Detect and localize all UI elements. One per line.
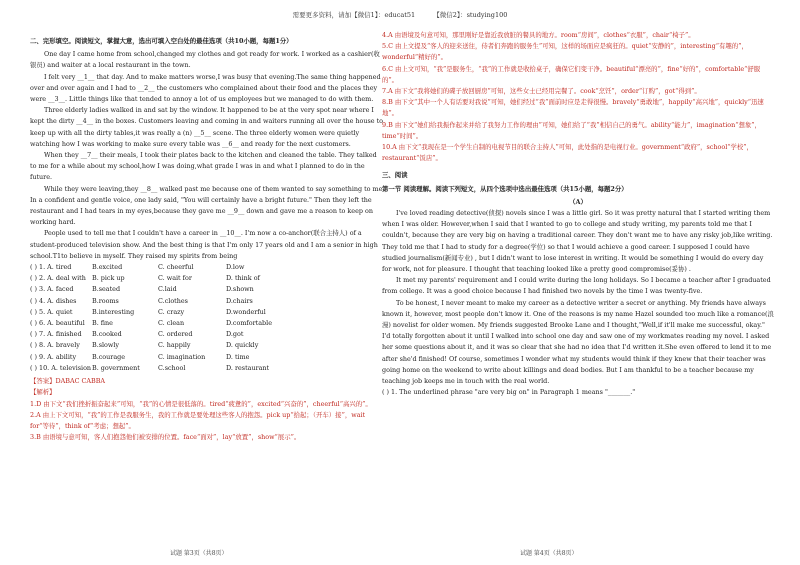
option-d: D.chairs <box>226 296 253 305</box>
option-a: ( ) 7. A. finished <box>30 330 82 339</box>
reading-paragraph: It met my parents' requirement and I could write during the long holidays. So I became a teacher after I graduated from college. It was a good choice because I had finished two novels by the time I was twenty-five. <box>382 276 771 296</box>
option-c: C.school <box>158 363 186 372</box>
option-b: B.excited <box>92 263 123 272</box>
analysis-item: 9.B 由下文“她们给我振作起来并给了我努力工作的理由”可知，她们给了“我”相信自己的勇气。ability“能力”，imagination“想象”，time“时间”。 <box>382 120 761 140</box>
option-d: D. think of <box>226 274 260 283</box>
option-a: ( ) 8. A. bravely <box>30 341 80 350</box>
option-c: C. wait for <box>158 274 192 283</box>
reading-section-title: 三、阅读 <box>382 171 408 180</box>
option-c: C. crazy <box>158 307 185 316</box>
cloze-paragraph: One day I came home from school,changed my clothes and got ready for work. I worked as a cashier(收银员) and waiter at a local restaurant in the town. <box>30 50 380 70</box>
option-row <box>30 262 385 273</box>
option-row <box>30 340 385 351</box>
option-d: D.wonderful <box>226 307 266 316</box>
option-a: ( ) 6. A. beautiful <box>30 319 85 328</box>
option-c: C.clothes <box>158 296 188 305</box>
option-d: D.got <box>226 330 244 339</box>
cloze-paragraph: Three elderly ladies walked in and sat by the window. It happened to be at the very spot near where I kept the dirty __4__ in the boxes. Customers leaving and coming in and waiters running all over the house to keep up with all the dirty tables,it was really a (n) __5__ scene. The three elderly women were quietly watching how I was working to make sure every table was __6__ and ready for the next customers. <box>30 106 384 148</box>
cloze-paragraph: People used to tell me that I couldn't have a career in __10__. I'm now a co-anchor(联合主持人) of a student-produced television show. And the best thing is that I'm only 17 years old and I am a senior in high school.T1to believe in myself. They raised my spirits from being <box>30 229 378 260</box>
option-b: B.seated <box>92 285 121 294</box>
option-row <box>30 329 385 340</box>
header-text-1: 需要更多资料，请加【微信1】：educat51 <box>292 11 416 19</box>
analysis-title: 【解析】 <box>30 388 56 397</box>
option-a: ( ) 9. A. ability <box>30 352 77 361</box>
option-a: ( ) 10. A. television <box>30 363 92 372</box>
passage-label: （A） <box>569 197 587 206</box>
option-row <box>30 284 385 295</box>
header-text-2: 【微信2】：studying100 <box>433 11 508 19</box>
option-row <box>30 363 385 374</box>
analysis-item: 1.D 由下文“我们挫折振奋起来”可知，“我”的心情是很低落的。tired“疲惫的”，excited“兴奋的”，cheerful“高兴的”。 <box>30 399 372 408</box>
cloze-paragraph: While they were leaving,they __8__ walked past me because one of them wanted to say something to me. In a confident and gentle voice, one lady said, "You will certainly have a bright future." Then they left the restaurant and I had tears in my eyes,because they gave me __9__ down and gave me a reason to keep on working hard. <box>30 184 385 227</box>
option-c: C. happily <box>158 341 191 350</box>
cloze-paragraph: When they __7__ their meals, I took their plates back to the kitchen and cleaned the table. They talked to me for a while about my school,how I was doing,what grade I was in and what I planned to do in the future. <box>30 151 377 182</box>
reading-part-title: 第一节 阅读理解。阅读下列短文，从四个选项中选出最佳选项（共15小题，每题2分） <box>382 184 628 193</box>
analysis-item: 4.A 由语境及句意可知，那里刚好是靠近我放脏的餐具的地方。room“房间”，clothes“衣服”，chair“椅子”。 <box>382 31 695 39</box>
option-b: B. pick up <box>92 274 125 283</box>
analysis-item: 10.A 由下文“我现在是一个学生自制的电视节目的联合主持人”可知，此处指的是电视行业。government“政府”，school“学校”，restaurant“饭店”。 <box>382 143 753 163</box>
analysis-item: 2.A 由上下文可知，“我”的工作是我服务生，我的工作就是要处理这些客人的抱怨。pick up“拾起；（开车）接”，wait for“等待”，think of“考虑；想起”。 <box>30 410 366 430</box>
option-c: C. ordered <box>158 330 193 339</box>
option-b: B. fine <box>92 319 113 328</box>
page-header <box>0 10 800 19</box>
option-d: D.shown <box>226 285 254 294</box>
option-row <box>30 352 385 363</box>
option-c: C. imagination <box>158 352 206 361</box>
option-row <box>30 318 385 329</box>
option-row <box>30 296 385 307</box>
cloze-section-title: 二、完形填空。阅读短文，掌握大意，选出可填入空白处的最佳选项（共10小题，每题1分） <box>30 37 293 45</box>
right-page <box>382 30 774 399</box>
option-row <box>30 307 385 318</box>
analysis-item: 5.C 由上文提及“客人的迎来送往，侍者们奔跑的服务生”可知，这样的场面应是疯狂的。quiet“安静的”，interesting“有趣的”，wonderful“精好的”。 <box>382 42 748 62</box>
option-a: ( ) 2. A. deal with <box>30 274 86 283</box>
option-c: C. clean <box>158 319 185 328</box>
option-b: B. government <box>92 363 140 372</box>
option-b: B.courage <box>92 352 126 361</box>
analysis-item: 7.A 由下文“我将她们的碟子放回厨房”可知，这些女士已经用完餐了。cook“烹饪”，order“订购”，got“得到”。 <box>382 87 701 96</box>
reading-paragraph: I've loved reading detective(侦探) novels since I was a little girl. So it was pretty natural that I started writing them when I was older. However,when I said that I wanted to go to college and study writing, my parents told me that I couldn't, because they are very big on having a traditional career. They don't want me to have any risky job,like writing. They told me that I had to study for a degree(学位) so that I would achieve a good career. I supposed I could have studied journalism(新闻专业) , but I didn't want to lose interest in writing. It would be something I would do every day for work, not for pleasure. I thought that teaching looked like a pretty good compromise(妥协) . <box>382 209 773 274</box>
analysis-item: 8.B 由下文“其中一个人有话要对我说”可知，她们经过“我”面前时应是走得很慢。bravely“勇敢地”，happily“高兴地”，quickly“迅速地”。 <box>382 98 764 118</box>
option-b: B.cooked <box>92 330 122 339</box>
option-d: D. restaurant <box>226 363 270 372</box>
option-d: D. quickly <box>226 341 259 350</box>
option-a: ( ) 3. A. faced <box>30 285 74 294</box>
cloze-paragraph: I felt very __1__ that day. And to make matters worse,I was busy that evening.The same thing happened over and over again and I had to __2__ the customers who complained about their food and the places they were __3__. Little things like that tended to annoy a lot of us employees but we managed to do with them. <box>30 72 381 104</box>
option-c: C. cheerful <box>158 263 194 272</box>
options-list <box>30 262 385 374</box>
analysis-item: 3.B 由语境与意可知，客人们抱怨他们被安排的位置。face“面对”，lay“放置”，show“展示”。 <box>30 433 301 442</box>
left-page-footer: 试题 第3页（共8页） <box>170 550 228 557</box>
option-a: ( ) 1. A. tired <box>30 263 72 272</box>
right-page-footer: 试题 第4页（共8页） <box>520 550 578 557</box>
option-b: B.slowly <box>92 341 120 350</box>
reading-question: ( ) 1. The underlined phrase "are very big on" in Paragraph 1 means "_______." <box>382 388 636 397</box>
left-page <box>30 30 385 443</box>
option-d: D.comfortable <box>226 319 272 328</box>
option-a: ( ) 5. A. quiet <box>30 307 73 316</box>
option-b: B.rooms <box>92 296 119 305</box>
option-a: ( ) 4. A. dishes <box>30 296 77 305</box>
answer-key: 【答案】DABAC CABBA <box>30 377 106 386</box>
analysis-item: 6.C 由上文可知，“我”是服务生，“我”的工作就是收拾桌子，确保它们变干净。beautiful“漂亮的”，fine“好的”，comfortable“舒服的”。 <box>382 64 761 84</box>
option-row <box>30 273 385 284</box>
option-d: D. time <box>226 352 250 361</box>
reading-paragraph: To be honest, I never meant to make my career as a detective writer a secret or anything. My friends have always known it, however, most people don't know it. One of the reasons is my name Hazel sounded too much like a romance(浪漫) novelist for older women. My friends suggested Brooke Lane and I thought,"Well,if it'll make me successful, okay." I'd totally forgotten about it until I walked into school one day and saw one of my workmates reading my novel. I asked her some questions about it, and it was so clear that she had no idea that I'd written it.She even offered to lend it to me after she'd finished! Of course, sometimes I wonder what my students would think if they knew that their teacher was going home on the weekend to write about killings and dead bodies. But I am thankful to be a teacher because my teaching job keeps me in touch with the real world. <box>382 298 774 386</box>
option-d: D.low <box>226 263 245 272</box>
option-b: B.interesting <box>92 307 135 316</box>
option-c: C.laid <box>158 285 177 294</box>
